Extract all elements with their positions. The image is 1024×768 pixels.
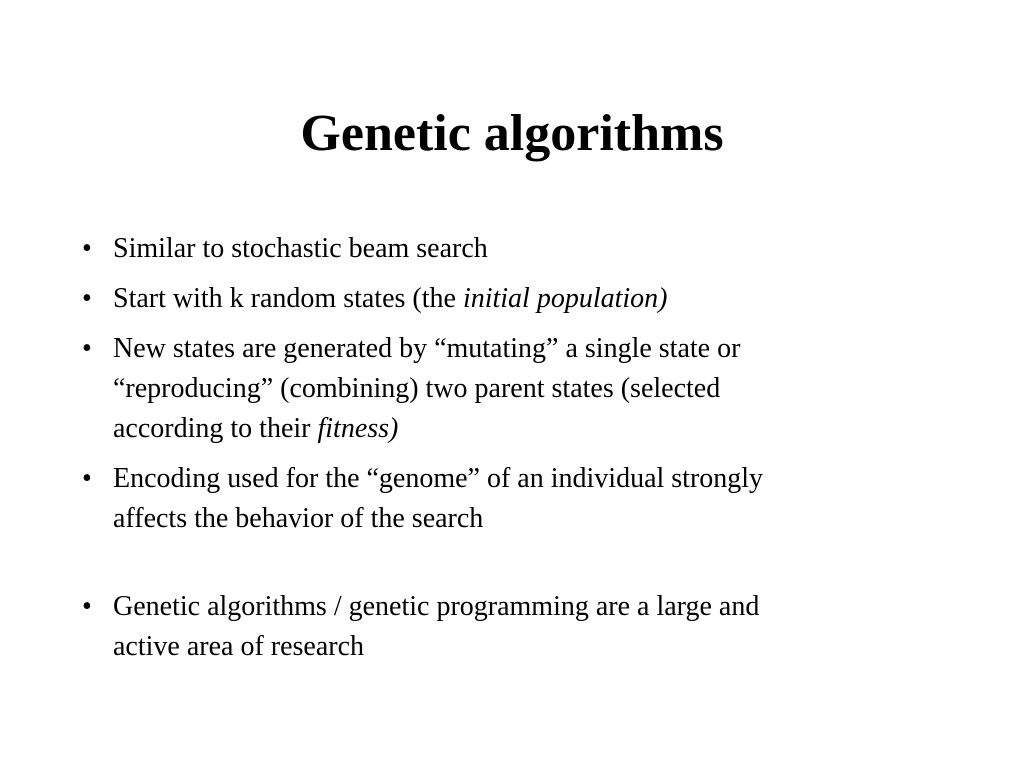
bullet-text: Genetic algorithms / genetic programming are a large and [113,591,760,622]
bullet-item [82,459,942,539]
bullet-line [113,459,942,499]
bullet-line [113,627,942,667]
bullet-text: Similar to stochastic beam search [113,233,488,264]
bullet-dot-icon: • [82,283,92,314]
bullet-item [82,587,942,667]
bullet-dot-icon: • [82,233,92,264]
bullet-line [113,229,942,269]
bullet-item [82,329,942,449]
bullet-dot-icon: • [82,463,92,494]
bullet-text: according to their [113,413,318,444]
bullet-line [113,279,942,319]
bullet-item [82,279,942,319]
bullet-text: Encoding used for the “genome” of an individual strongly [113,463,764,494]
bullet-text: active area of research [113,631,365,662]
bullet-item [82,229,942,269]
bullet-line [113,499,942,539]
bullet-line [113,587,942,627]
bullet-italic-text: fitness) [317,413,399,444]
bullet-text: Start with k random states (the [113,283,463,314]
bullet-line [113,329,942,369]
bullet-dot-icon: • [82,591,92,622]
bullet-text: New states are generated by “mutating” a single state or [113,333,741,364]
slide-title: Genetic algorithms [300,105,724,162]
bullet-text: affects the behavior of the search [113,503,484,534]
bullet-italic-text: initial population) [462,283,668,314]
bullet-line [113,369,942,409]
bullet-text: “reproducing” (combining) two parent states (selected [113,373,721,404]
bullet-dot-icon: • [82,333,92,364]
bullet-line [113,409,942,449]
bullet-list [82,229,942,677]
